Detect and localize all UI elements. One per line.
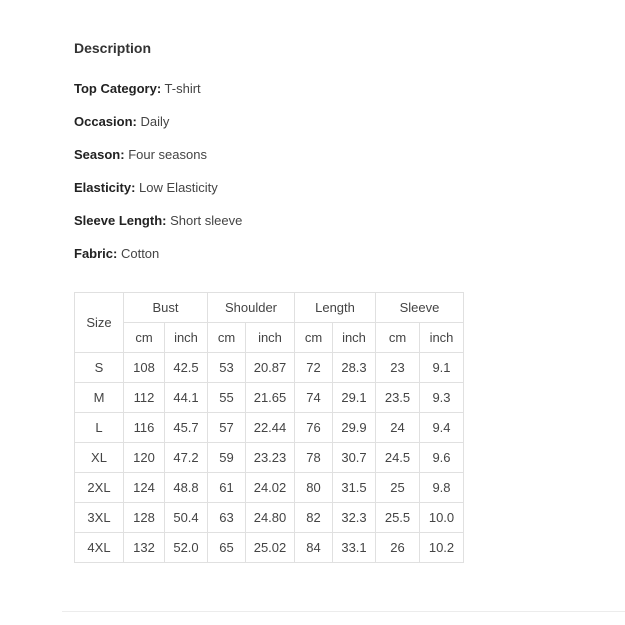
product-description [74, 39, 594, 278]
section-divider [62, 611, 625, 612]
attribute-value: Four seasons [128, 147, 207, 162]
size-cell: S [75, 353, 124, 383]
table-cell: 23.23 [246, 443, 295, 473]
table-row [75, 503, 464, 533]
table-cell: 59 [208, 443, 246, 473]
attribute-fabric [74, 245, 594, 262]
table-cell: 42.5 [165, 353, 208, 383]
table-cell: 20.87 [246, 353, 295, 383]
table-cell: 33.1 [333, 533, 376, 563]
table-cell: 65 [208, 533, 246, 563]
table-cell: 10.2 [420, 533, 464, 563]
table-cell: 63 [208, 503, 246, 533]
table-cell: 25.5 [376, 503, 420, 533]
table-cell: 24.5 [376, 443, 420, 473]
unit-inch: inch [333, 323, 376, 353]
table-cell: 10.0 [420, 503, 464, 533]
table-cell: 24 [376, 413, 420, 443]
unit-inch: inch [420, 323, 464, 353]
table-header-row [75, 293, 464, 323]
attribute-elasticity [74, 179, 594, 196]
table-cell: 45.7 [165, 413, 208, 443]
unit-cm: cm [376, 323, 420, 353]
attribute-label: Top Category: [74, 81, 162, 96]
table-cell: 9.8 [420, 473, 464, 503]
table-cell: 24.80 [246, 503, 295, 533]
table-cell: 112 [124, 383, 165, 413]
size-cell: XL [75, 443, 124, 473]
table-cell: 72 [295, 353, 333, 383]
table-cell: 55 [208, 383, 246, 413]
table-row [75, 473, 464, 503]
table-row [75, 443, 464, 473]
attribute-season [74, 146, 594, 163]
attribute-value: T-shirt [164, 81, 201, 96]
table-cell: 57 [208, 413, 246, 443]
table-cell: 108 [124, 353, 165, 383]
table-cell: 116 [124, 413, 165, 443]
bust-header: Bust [124, 293, 208, 323]
attribute-value: Short sleeve [170, 213, 243, 228]
table-cell: 31.5 [333, 473, 376, 503]
table-cell: 30.7 [333, 443, 376, 473]
attribute-sleeve-length [74, 212, 594, 229]
table-cell: 128 [124, 503, 165, 533]
table-cell: 61 [208, 473, 246, 503]
table-cell: 25.02 [246, 533, 295, 563]
table-cell: 9.4 [420, 413, 464, 443]
attribute-occasion [74, 113, 594, 130]
sleeve-header: Sleeve [376, 293, 464, 323]
attribute-top-category [74, 80, 594, 97]
size-header: Size [75, 293, 124, 353]
table-cell: 32.3 [333, 503, 376, 533]
size-chart-table [74, 292, 464, 563]
table-unit-row [75, 323, 464, 353]
table-row [75, 413, 464, 443]
table-cell: 26 [376, 533, 420, 563]
unit-inch: inch [165, 323, 208, 353]
table-cell: 23.5 [376, 383, 420, 413]
table-cell: 53 [208, 353, 246, 383]
table-cell: 22.44 [246, 413, 295, 443]
attribute-label: Sleeve Length: [74, 213, 167, 228]
table-cell: 29.9 [333, 413, 376, 443]
description-title: Description [74, 40, 152, 56]
table-cell: 84 [295, 533, 333, 563]
table-cell: 29.1 [333, 383, 376, 413]
size-cell: L [75, 413, 124, 443]
table-cell: 132 [124, 533, 165, 563]
table-cell: 78 [295, 443, 333, 473]
table-cell: 9.6 [420, 443, 464, 473]
table-cell: 82 [295, 503, 333, 533]
unit-cm: cm [208, 323, 246, 353]
table-cell: 50.4 [165, 503, 208, 533]
table-cell: 25 [376, 473, 420, 503]
attribute-value: Daily [140, 114, 170, 129]
size-cell: 2XL [75, 473, 124, 503]
unit-cm: cm [124, 323, 165, 353]
table-cell: 24.02 [246, 473, 295, 503]
table-row [75, 383, 464, 413]
length-header: Length [295, 293, 376, 323]
table-cell: 9.1 [420, 353, 464, 383]
table-cell: 47.2 [165, 443, 208, 473]
table-cell: 74 [295, 383, 333, 413]
size-cell: 3XL [75, 503, 124, 533]
size-cell: M [75, 383, 124, 413]
table-row [75, 353, 464, 383]
table-cell: 23 [376, 353, 420, 383]
table-cell: 80 [295, 473, 333, 503]
attribute-value: Cotton [120, 246, 160, 261]
attribute-label: Elasticity: [74, 180, 136, 195]
attribute-label: Fabric: [74, 246, 118, 261]
table-cell: 120 [124, 443, 165, 473]
attribute-label: Season: [74, 147, 125, 162]
table-cell: 28.3 [333, 353, 376, 383]
table-cell: 9.3 [420, 383, 464, 413]
table-cell: 124 [124, 473, 165, 503]
attribute-label: Occasion: [74, 114, 137, 129]
size-cell: 4XL [75, 533, 124, 563]
unit-inch: inch [246, 323, 295, 353]
attribute-value: Low Elasticity [139, 180, 218, 195]
table-cell: 21.65 [246, 383, 295, 413]
table-cell: 44.1 [165, 383, 208, 413]
shoulder-header: Shoulder [208, 293, 295, 323]
table-cell: 76 [295, 413, 333, 443]
table-row [75, 533, 464, 563]
unit-cm: cm [295, 323, 333, 353]
table-cell: 48.8 [165, 473, 208, 503]
table-cell: 52.0 [165, 533, 208, 563]
